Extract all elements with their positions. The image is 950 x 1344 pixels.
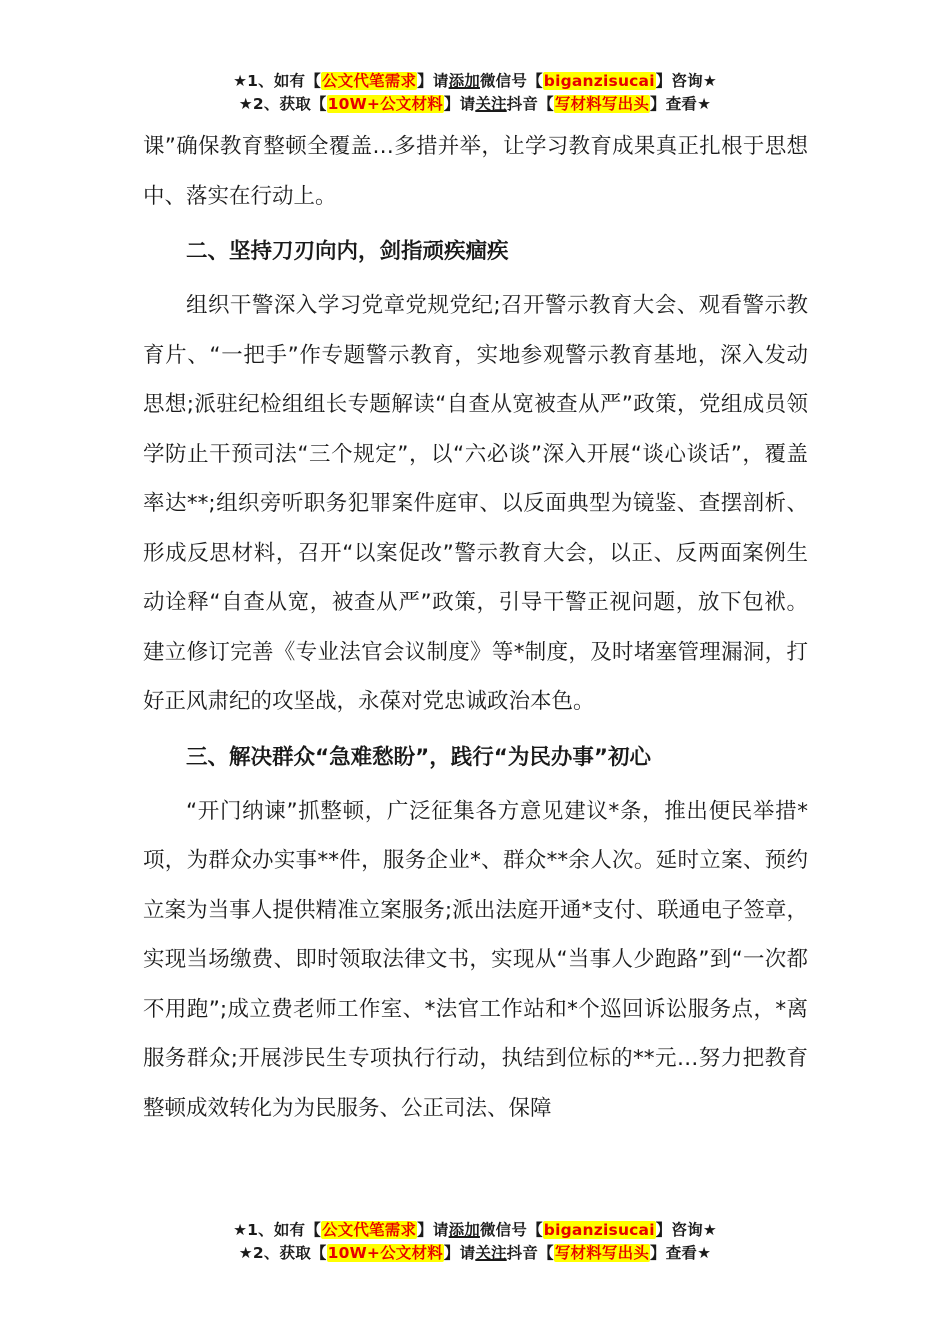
promo-highlight: 写材料写出头: [554, 1244, 650, 1262]
promo-text: 】查看★: [650, 95, 712, 113]
promo-highlight: 10W+公文材料: [327, 95, 443, 113]
paragraph-section-2: 组织干警深入学习党章党规党纪;召开警示教育大会、观看警示教育片、“一把手”作专题警示教育，实地参观警示教育基地，深入发动思想;派驻纪检组组长专题解读“自查从宽被查从严”政策，党组成员领学防止干预司法“三个规定”，以“六必谈”深入开展“谈心谈话”，覆盖率达**;组织旁听职务犯罪案件庭审、以反面典型为镜鉴、查摆剖析、形成反思材料，召开“以案促改”警示教育大会，以正、反两面案例生动诠释“自查从宽，被查从严”政策，引导干警正视问题，放下包袱。建立修订完善《专业法官会议制度》等*制度，及时堵塞管理漏洞，打好正风肃纪的攻坚战，永葆对党忠诚政治本色。: [143, 293, 808, 714]
document-body: [143, 122, 808, 1133]
promo-text: 】请: [443, 1244, 476, 1262]
promo-underlined-text: 添加: [448, 1221, 480, 1239]
promo-text: 】查看★: [650, 1244, 712, 1262]
promo-text: 微信号【: [479, 72, 543, 90]
promo-text: 微信号【: [479, 1221, 543, 1239]
promo-underlined-text: 关注: [475, 95, 507, 113]
section-heading-3: 三、解决群众“急难愁盼”，践行“为民办事”初心: [186, 744, 652, 770]
header-promo-banner: [0, 70, 950, 116]
promo-text: 】请: [443, 95, 476, 113]
promo-text: 】咨询★: [655, 72, 717, 90]
promo-line-1: [0, 70, 950, 93]
promo-text: 】请: [417, 1221, 449, 1239]
promo-text: ★2、获取【: [238, 95, 327, 113]
promo-line-1: [0, 1219, 950, 1242]
promo-text: ★1、如有【: [233, 1221, 321, 1239]
promo-highlight: 公文代笔需求: [321, 72, 417, 90]
promo-text: 】请: [417, 72, 449, 90]
section-heading-2: 二、坚持刀刃向内，剑指顽疾痼疾: [186, 239, 509, 264]
promo-text: 抖音【: [506, 1244, 554, 1262]
promo-underlined-text: 关注: [475, 1244, 507, 1262]
promo-text: ★1、如有【: [233, 72, 321, 90]
promo-text: 】咨询★: [655, 1221, 717, 1239]
promo-highlight: biganzisucai: [543, 1221, 655, 1239]
promo-line-2: [0, 93, 950, 116]
promo-line-2: [0, 1242, 950, 1265]
paragraph-section-3: “开门纳谏”抓整顿，广泛征集各方意见建议*条，推出便民举措*项，为群众办实事**件，服务企业*、群众**余人次。延时立案、预约立案为当事人提供精准立案服务;派出法庭开通*支付、联通电子签章，实现当场缴费、即时领取法律文书，实现从“当事人少跑路”到“一次都不用跑”;成立费老师工作室、*法官工作站和*个巡回诉讼服务点，*离服务群众;开展涉民生专项执行行动，执结到位标的**元…努力把教育整顿成效转化为为民服务、公正司法、保障: [143, 798, 808, 1121]
promo-highlight: 10W+公文材料: [327, 1244, 443, 1262]
promo-highlight: 公文代笔需求: [321, 1221, 417, 1239]
promo-highlight: biganzisucai: [543, 72, 655, 90]
promo-underlined-text: 添加: [448, 72, 480, 90]
footer-promo-banner: [0, 1219, 950, 1265]
promo-text: 抖音【: [506, 95, 554, 113]
promo-highlight: 写材料写出头: [554, 95, 650, 113]
promo-text: ★2、获取【: [238, 1244, 327, 1262]
paragraph-continued: 课”确保教育整顿全覆盖…多措并举，让学习教育成果真正扎根于思想中、落实在行动上。: [143, 134, 808, 209]
